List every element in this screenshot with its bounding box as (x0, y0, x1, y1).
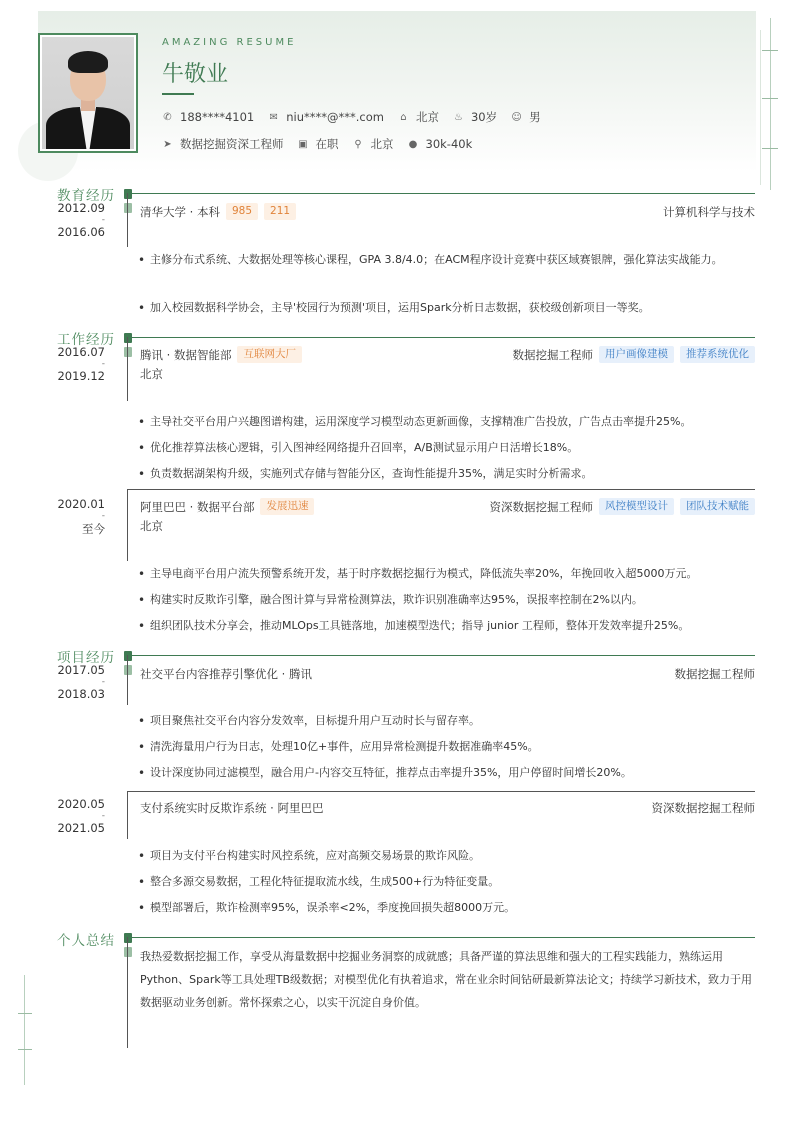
project-name: 支付系统实时反欺诈系统 · 阿里巴巴 (140, 801, 324, 815)
gender-item (511, 109, 541, 125)
location-icon: ⚲ (354, 138, 362, 150)
edu-school: 清华大学 · 本科 (140, 204, 220, 219)
status-value: 在职 (315, 137, 339, 151)
right-deco-tick (762, 98, 778, 99)
edu-bullet: • 加入校园数据科学协会，主导'校园行为预测'项目，运用Spark分析日志数据，获校级创新项目一等奖。 (138, 297, 750, 319)
project-bullet: • 设计深度协同过滤模型，融合用户-内容交互特征，推荐点击率提升35%，用户停留时间增长20%。 (138, 762, 750, 784)
skill-tag: 用户画像建模 (599, 346, 674, 363)
work-end-date: 至今 (82, 522, 105, 536)
right-deco-tick (762, 148, 778, 149)
edu-school-row (140, 203, 296, 220)
timeline-line (127, 489, 128, 561)
date-separator: - (101, 215, 105, 225)
project-end-date: 2021.05 (57, 821, 105, 835)
entry-divider (128, 791, 755, 792)
phone-value: 188****4101 (180, 110, 255, 124)
phone-icon: ✆ (163, 111, 172, 123)
briefcase-icon: ▣ (298, 138, 308, 150)
summary-text: 我热爱数据挖掘工作，享受从海量数据中挖掘业务洞察的成就感；具备严谨的算法思维和强大的工程实践能力，熟练运用Python、Spark等工具处理TB级数据；对模型优化有执着追求，常在业余时间钻研最新算法论文；持续学习新技术，致力于用数据驱动业务创新。常怀探索之心，以实干沉淀自身价值。 (140, 950, 752, 1009)
project-bullet: • 清洗海量用户行为日志，处理10亿+事件，应用异常检测提升数据准确率45%。 (138, 736, 750, 758)
timeline-line (127, 937, 128, 1048)
target-job-item (162, 136, 284, 152)
salary-value: 30k-40k (425, 137, 473, 151)
phone-item (162, 110, 254, 124)
work-title-row (490, 498, 756, 515)
date-separator: - (101, 677, 105, 687)
right-deco-line (770, 18, 771, 190)
section-marker (124, 333, 132, 343)
work-bullet: • 负责数据湖架构升级，实施列式存储与智能分区，查询性能提升35%，满足实时分析需求。 (138, 463, 750, 485)
project-role: 数据挖掘工程师 (674, 667, 755, 681)
section-title-education: 教育经历 (57, 188, 115, 204)
edu-major: 计算机科学与技术 (663, 205, 755, 219)
name-underline (162, 93, 194, 95)
avatar-photo (42, 37, 134, 149)
project-start-date: 2020.05 (57, 797, 105, 811)
salary-item (408, 137, 473, 151)
timeline-line (127, 655, 128, 705)
project-name: 社交平台内容推荐引擎优化 · 腾讯 (140, 667, 312, 681)
section-title-project: 项目经历 (57, 650, 115, 666)
company-tag: 发展迅速 (260, 498, 314, 515)
date-separator: - (101, 359, 105, 369)
project-start-date: 2017.05 (57, 663, 105, 677)
work-title: 数据挖掘工程师 (512, 347, 593, 362)
work-company-row (140, 346, 302, 363)
work-title: 资深数据挖掘工程师 (489, 499, 593, 514)
work-company: 阿里巴巴 · 数据平台部 (140, 499, 255, 514)
entry-marker (124, 665, 132, 675)
right-deco-line-inner (760, 30, 761, 185)
edu-start-date: 2012.09 (57, 201, 105, 215)
email-value: niu****@***.com (286, 110, 384, 124)
entry-marker (124, 947, 132, 957)
home-icon: ⌂ (400, 111, 407, 123)
section-marker (124, 189, 132, 199)
project-end-date: 2018.03 (57, 687, 105, 701)
timeline-line (127, 791, 128, 839)
edu-bullet: • 主修分布式系统、大数据处理等核心课程，GPA 3.8/4.0；在ACM程序设计竞赛中获区域赛银牌，强化算法实战能力。 (138, 249, 750, 271)
date-separator: - (101, 511, 105, 521)
section-divider (128, 193, 755, 194)
work-bullet: • 组织团队技术分享会，推动MLOps工具链落地，加速模型迭代；指导 junior 工程师，整体开发效率提升25%。 (138, 615, 750, 637)
project-role: 资深数据挖掘工程师 (651, 801, 755, 815)
cake-icon: ♨ (453, 111, 463, 123)
work-start-date: 2020.01 (57, 497, 105, 511)
avatar (38, 33, 138, 153)
work-title-row (513, 346, 756, 363)
timeline-line (127, 193, 128, 247)
section-title-work: 工作经历 (57, 332, 115, 348)
company-tag: 互联网大厂 (237, 346, 302, 363)
target-city-item (353, 136, 394, 152)
money-icon: ● (408, 138, 418, 150)
age-item (453, 109, 497, 125)
work-company: 腾讯 · 数据智能部 (140, 347, 232, 362)
work-city: 北京 (140, 367, 163, 381)
hometown-item (398, 109, 439, 125)
edu-tag: 211 (264, 203, 296, 220)
target-job-value: 数据挖掘资深工程师 (180, 137, 284, 151)
resume-header (38, 11, 756, 172)
email-item (268, 110, 384, 124)
hometown-value: 北京 (415, 110, 439, 124)
timeline-line (127, 337, 128, 401)
entry-marker (124, 347, 132, 357)
candidate-name: 牛敬业 (162, 62, 229, 87)
project-bullet: • 模型部署后，欺诈检测率95%，误杀率<2%，季度挽回损失超8000万元。 (138, 897, 750, 919)
age-value: 30岁 (470, 110, 498, 124)
work-bullet: • 主导电商平台用户流失预警系统开发，基于时序数据挖掘行为模式，降低流失率20%，年挽回收入超5000万元。 (138, 563, 750, 585)
work-bullet: • 主导社交平台用户兴趣图谱构建，运用深度学习模型动态更新画像，支撑精准广告投放，广告点击率提升25%。 (138, 411, 750, 433)
target-city-value: 北京 (370, 137, 394, 151)
edu-end-date: 2016.06 (57, 225, 105, 239)
project-bullet: • 项目聚焦社交平台内容分发效率，目标提升用户互动时长与留存率。 (138, 710, 750, 732)
brand-label: AMAZING RESUME (162, 37, 297, 48)
work-end-date: 2019.12 (57, 369, 105, 383)
entry-marker (124, 203, 132, 213)
skill-tag: 风控模型设计 (599, 498, 674, 515)
left-deco-tick (18, 1013, 32, 1014)
section-title-summary: 个人总结 (57, 933, 115, 949)
status-item (298, 136, 339, 152)
section-marker (124, 933, 132, 943)
work-start-date: 2016.07 (57, 345, 105, 359)
project-bullet: • 项目为支付平台构建实时风控系统，应对高频交易场景的欺诈风险。 (138, 845, 750, 867)
edu-tag: 985 (226, 203, 258, 220)
skill-tag: 团队技术赋能 (680, 498, 755, 515)
work-bullet: • 优化推荐算法核心逻辑，引入图神经网络提升召回率，A/B测试显示用户日活增长18%。 (138, 437, 750, 459)
gender-value: 男 (529, 110, 541, 124)
section-divider (128, 937, 755, 938)
intent-row (162, 136, 486, 152)
mail-icon: ✉ (269, 111, 278, 123)
section-divider (128, 655, 755, 656)
project-bullet: • 整合多源交易数据，工程化特征提取流水线，生成500+行为特征变量。 (138, 871, 750, 893)
left-deco-tick (18, 1049, 32, 1050)
entry-divider (128, 489, 755, 490)
work-city: 北京 (140, 519, 163, 533)
date-separator: - (101, 811, 105, 821)
section-divider (128, 337, 755, 338)
right-deco-tick (762, 50, 778, 51)
work-bullet: • 构建实时反欺诈引擎，融合图计算与异常检测算法，欺诈识别准确率达95%，误报率控制在2%以内。 (138, 589, 750, 611)
left-deco-line (24, 975, 25, 1085)
gender-icon: ☺ (511, 111, 522, 123)
section-marker (124, 651, 132, 661)
skill-tag: 推荐系统优化 (680, 346, 755, 363)
work-company-row (140, 498, 314, 515)
send-icon: ➤ (163, 138, 172, 150)
contact-row (162, 109, 555, 125)
